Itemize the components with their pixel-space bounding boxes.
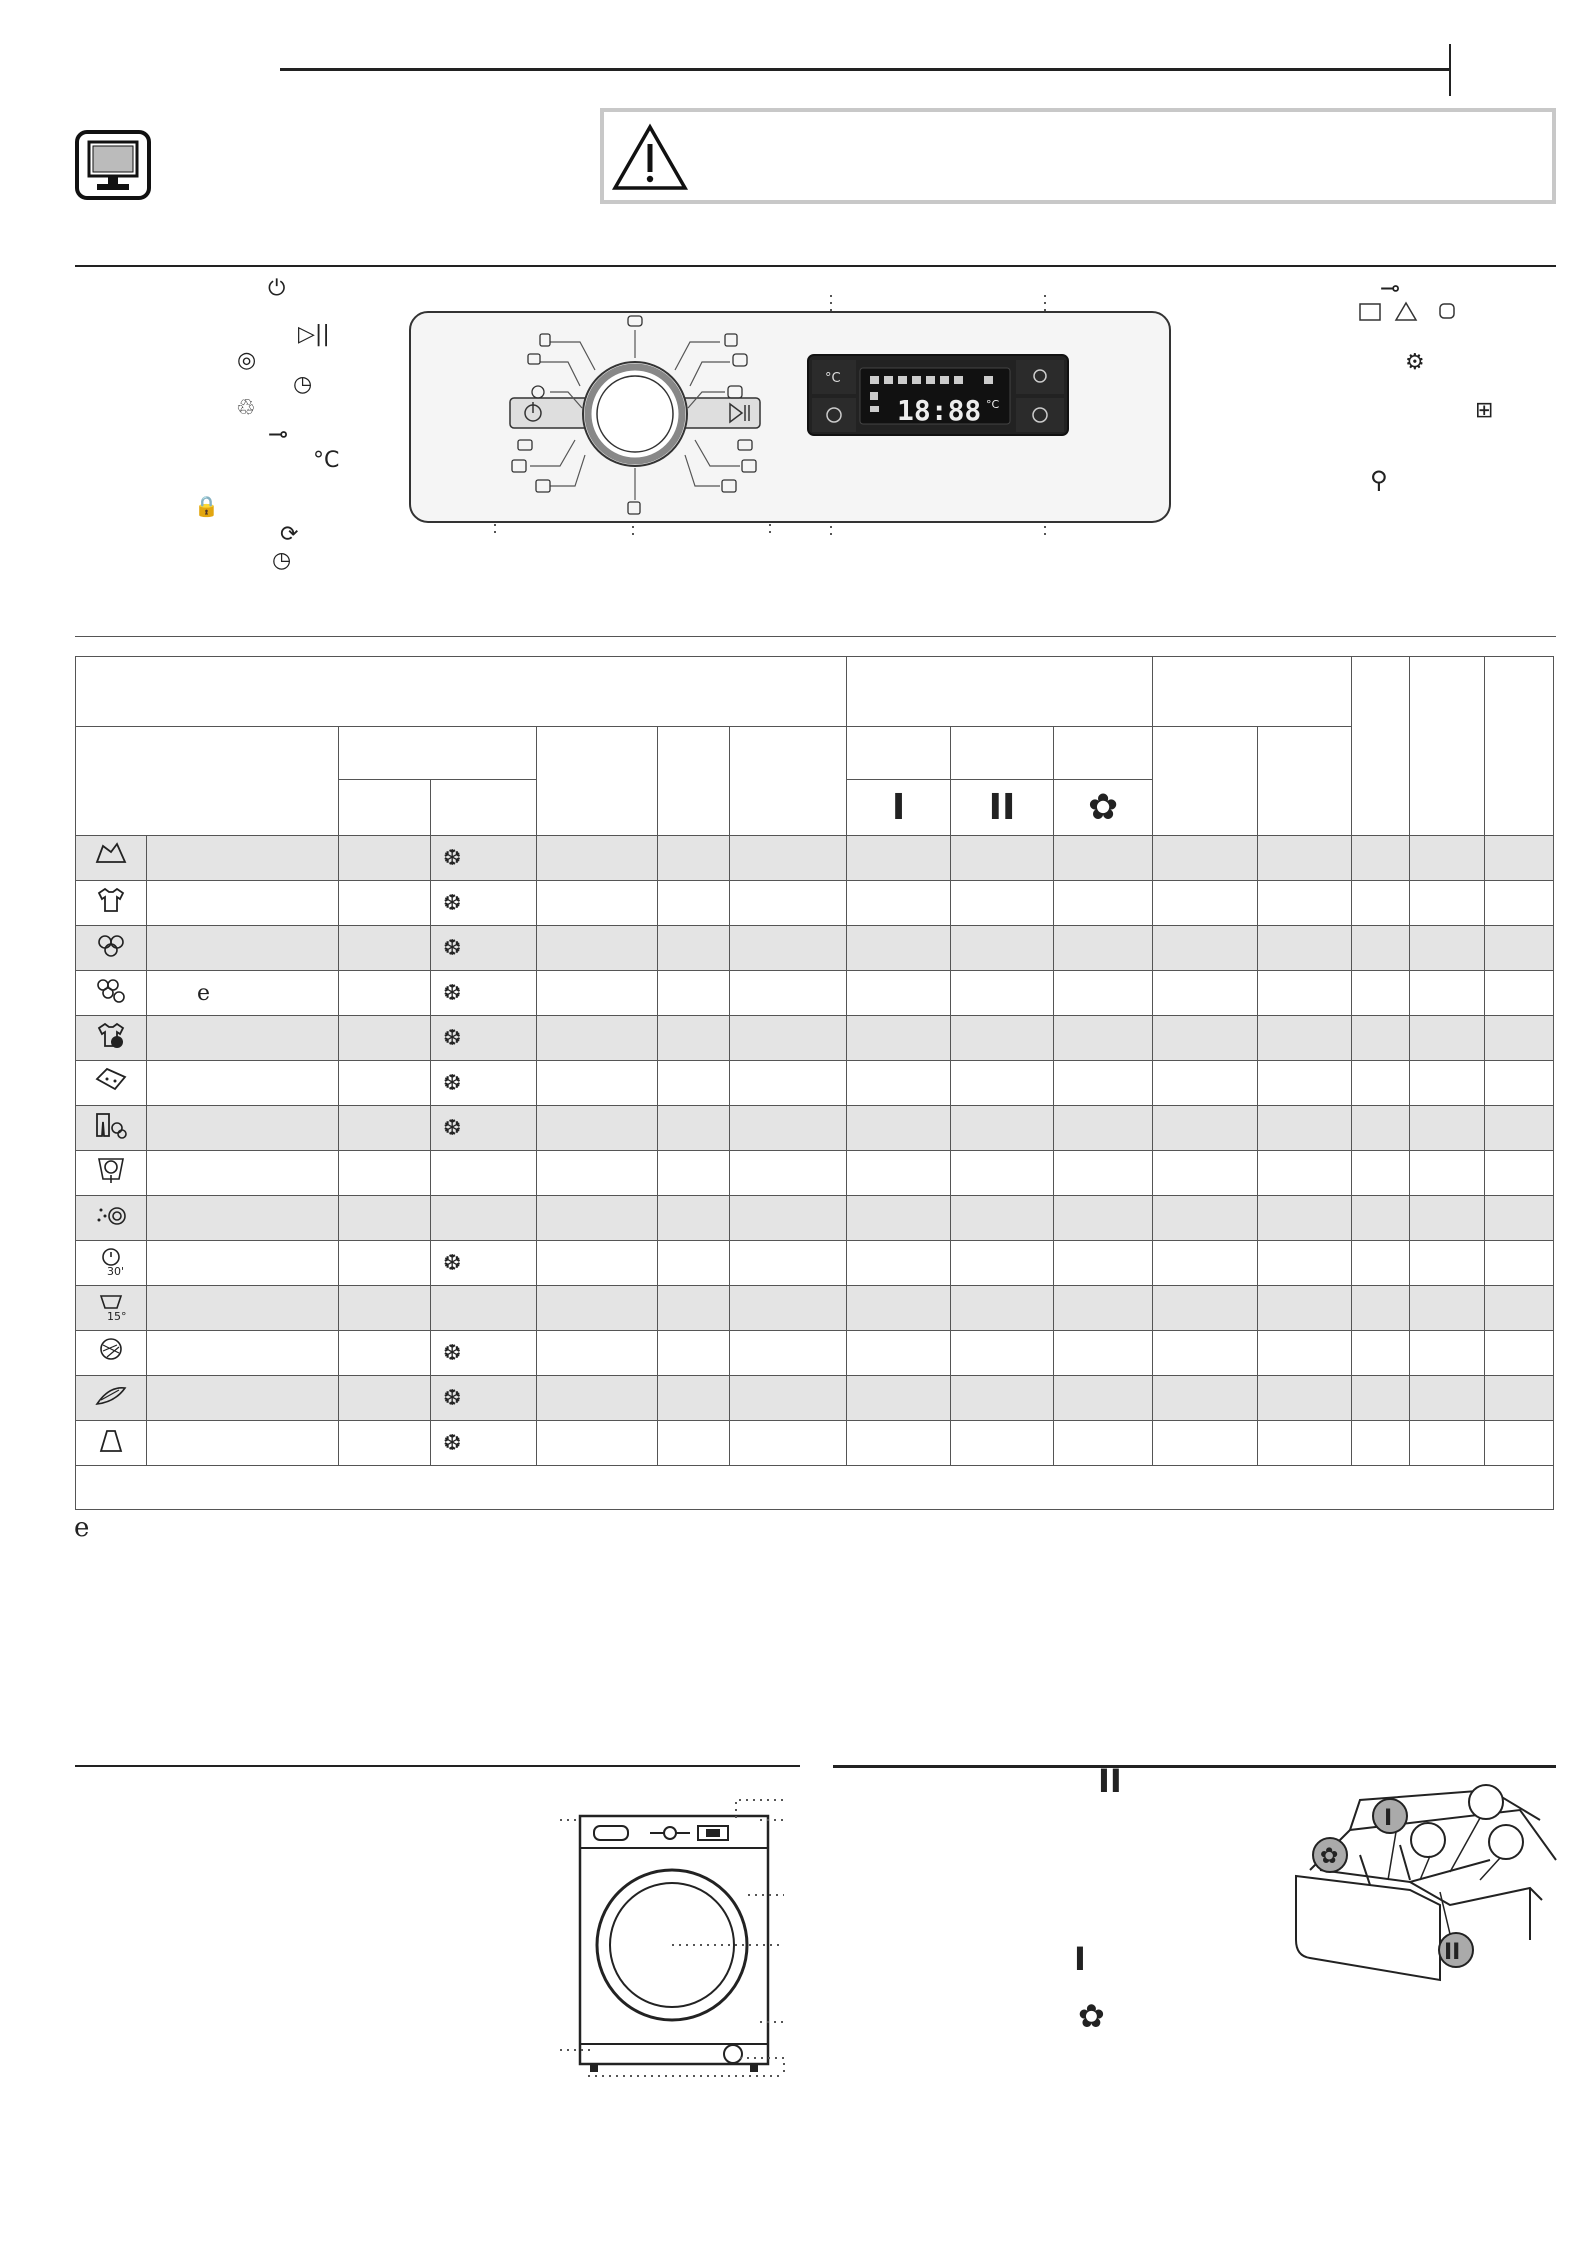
table-cell [1054, 1376, 1153, 1421]
table-cell [951, 1106, 1054, 1151]
program-label [147, 1376, 339, 1421]
table-cell [1153, 1196, 1258, 1241]
table-cell [847, 1376, 951, 1421]
table-cell [658, 1061, 730, 1106]
delay-icon: ◷ [293, 372, 313, 397]
table-cell [537, 1151, 658, 1196]
table-cell [658, 926, 730, 971]
table-cell [1352, 1421, 1410, 1466]
table-cell [339, 926, 431, 971]
cold-wash-symbol: ❆ [431, 1106, 537, 1151]
table-cell [1352, 926, 1410, 971]
key-icon-right: ⊸ [1380, 274, 1401, 302]
table-cell [1153, 836, 1258, 881]
table-cell [951, 1241, 1054, 1286]
table-cell [951, 1421, 1054, 1466]
table-cell [1485, 1421, 1554, 1466]
table-cell [1352, 1376, 1410, 1421]
phase-main-symbol: II [951, 780, 1054, 836]
table-cell [1485, 1241, 1554, 1286]
table-row [76, 971, 1554, 1016]
table-header-col13 [1352, 657, 1410, 836]
cold-wash-symbol: ❆ [431, 1016, 537, 1061]
table-cell [847, 1196, 951, 1241]
table-cell [1258, 1151, 1352, 1196]
table-cell [537, 971, 658, 1016]
table-cell [1352, 1151, 1410, 1196]
wool-icon [76, 1331, 147, 1376]
table-header-spin [537, 727, 658, 836]
grid-icon: ⊞ [1475, 398, 1494, 423]
table-cell [537, 836, 658, 881]
table-cell [1352, 1106, 1410, 1151]
table-cell [1258, 1331, 1352, 1376]
key-icon: ⊸ [268, 420, 289, 448]
program-label: e [147, 971, 339, 1016]
table-row [76, 836, 1554, 881]
table-cell [1485, 1196, 1554, 1241]
table-cell [1153, 1376, 1258, 1421]
table-cell [1410, 1286, 1485, 1331]
prewash-icon [1358, 300, 1458, 324]
table-cell [1410, 1421, 1485, 1466]
header-rule [280, 68, 1450, 71]
table-cell [658, 881, 730, 926]
table-cell [847, 1421, 951, 1466]
antiallergy-icon [76, 1016, 147, 1061]
table-header-temp-range [431, 780, 537, 836]
table-cell [1153, 1331, 1258, 1376]
table-cell [1352, 1241, 1410, 1286]
table-cell [1410, 1331, 1485, 1376]
table-cell [730, 1376, 847, 1421]
table-header-softener-blank [1054, 727, 1153, 780]
table-cell [339, 1376, 431, 1421]
table-cell [1485, 1376, 1554, 1421]
table-cell [1054, 1286, 1153, 1331]
table-cell [1410, 971, 1485, 1016]
power-icon: ⏻ [268, 276, 286, 301]
table-cell [339, 1151, 431, 1196]
table-cell [847, 1331, 951, 1376]
table-cell [1054, 1106, 1153, 1151]
program-label [147, 1421, 339, 1466]
table-cell [339, 1106, 431, 1151]
section-rule-washer [75, 1765, 800, 1767]
program-label [147, 1286, 339, 1331]
table-cell [658, 1241, 730, 1286]
header-rule-tick [1449, 44, 1451, 96]
table-cell [1153, 1151, 1258, 1196]
display-temp-button[interactable]: °C [825, 371, 841, 386]
table-cell [1352, 971, 1410, 1016]
table-cell [1054, 836, 1153, 881]
prewash-marker: I [1074, 1940, 1086, 1978]
table-cell [1054, 1196, 1153, 1241]
eco-cotton-icon [76, 971, 147, 1016]
table-cell [847, 1151, 951, 1196]
temperature-icon: °C [313, 448, 340, 473]
table-cell [339, 971, 431, 1016]
display-digits: 18:88 [897, 394, 982, 427]
monitor-icon [75, 130, 153, 202]
table-cell [1258, 1196, 1352, 1241]
table-cell [658, 1151, 730, 1196]
table-cell [1485, 1106, 1554, 1151]
table-cell [1352, 881, 1410, 926]
table-cell [537, 1196, 658, 1241]
tap-icon: ⚲ [1370, 466, 1388, 494]
main-wash-marker: II [1098, 1762, 1122, 1800]
table-header-duration [730, 727, 847, 836]
drawer-prewash-label: I [1384, 1806, 1393, 1831]
table-cell [1485, 1061, 1554, 1106]
table-cell [339, 1061, 431, 1106]
control-panel [400, 290, 1180, 550]
mixed-icon [76, 836, 147, 881]
table-row [76, 1241, 1554, 1286]
table-cell [1258, 1286, 1352, 1331]
table-row [76, 1376, 1554, 1421]
table-cell [1485, 926, 1554, 971]
program-label [147, 1151, 339, 1196]
table-cell [537, 1331, 658, 1376]
table-cell [951, 1376, 1054, 1421]
table-row [76, 1151, 1554, 1196]
warning-triangle-icon [612, 124, 688, 192]
table-cell [847, 1061, 951, 1106]
table-header-main-blank [951, 727, 1054, 780]
table-cell [1054, 1151, 1153, 1196]
table-cell [1054, 1241, 1153, 1286]
table-cell [730, 926, 847, 971]
cold-wash-symbol: ❆ [431, 1376, 537, 1421]
table-cell [537, 881, 658, 926]
cold-wash-symbol: ❆ [431, 1061, 537, 1106]
cold-wash-symbol: ❆ [431, 926, 537, 971]
rinse-icon [76, 1196, 147, 1241]
drawer-main-label: II [1444, 1940, 1461, 1965]
table-row [76, 1061, 1554, 1106]
table-cell [951, 1286, 1054, 1331]
table-header-col15 [1485, 657, 1554, 836]
table-cell [1352, 1331, 1410, 1376]
table-row [76, 1106, 1554, 1151]
table-row [76, 881, 1554, 926]
table-cell [537, 1376, 658, 1421]
table-cell [537, 1061, 658, 1106]
cold-wash-symbol: ❆ [431, 1241, 537, 1286]
table-cell [1258, 1241, 1352, 1286]
table-cell [1485, 1016, 1554, 1061]
table-cell [847, 971, 951, 1016]
refresh-icon: ⟳ [280, 522, 299, 547]
table-cell [339, 1196, 431, 1241]
table-cell [1410, 881, 1485, 926]
table-cell [1153, 881, 1258, 926]
table-cell [658, 836, 730, 881]
table-cell [951, 836, 1054, 881]
table-cell [537, 1106, 658, 1151]
table-cell [1054, 926, 1153, 971]
table-cell [1258, 1421, 1352, 1466]
table-cell [951, 1016, 1054, 1061]
table-cell [339, 1241, 431, 1286]
detergent-drawer-diagram [1290, 1780, 1560, 1990]
table-cell [1410, 1196, 1485, 1241]
table-header-temperature [339, 727, 537, 780]
table-header-program [76, 657, 847, 727]
svg-text:30': 30' [107, 1265, 125, 1278]
table-cell [658, 1196, 730, 1241]
table-cell [1258, 836, 1352, 881]
table-cell [1410, 1061, 1485, 1106]
table-cell [339, 1331, 431, 1376]
table-header-programme [76, 727, 339, 836]
steam-icon: ♲ [236, 396, 256, 421]
table-cell [1410, 1241, 1485, 1286]
section-rule-panel [75, 265, 1556, 267]
table-cell [339, 836, 431, 881]
table-cell [1410, 1016, 1485, 1061]
washing-machine-diagram [560, 1790, 790, 2100]
table-cell [1410, 1106, 1485, 1151]
warning-box [600, 108, 1556, 204]
table-cell [537, 1241, 658, 1286]
lock-icon: 🔒 [194, 494, 219, 518]
table-cell [730, 1196, 847, 1241]
table-cell [730, 1286, 847, 1331]
table-cell [730, 1151, 847, 1196]
table-cell [1352, 1196, 1410, 1241]
table-cell [951, 1061, 1054, 1106]
table-cell [1258, 1061, 1352, 1106]
drawer-softener-label: ✿ [1320, 1844, 1339, 1869]
table-row [76, 1016, 1554, 1061]
table-cell [951, 1196, 1054, 1241]
table-cell [847, 1286, 951, 1331]
shirt-icon [76, 881, 147, 926]
phase-softener-symbol: ✿ [1054, 780, 1153, 836]
table-cell [847, 881, 951, 926]
table-cell [730, 1241, 847, 1286]
table-cell [1258, 926, 1352, 971]
cold-wash-symbol: ❆ [431, 881, 537, 926]
softener-marker: ✿ [1078, 1997, 1105, 2035]
tools-icon: ⚙ [1405, 350, 1425, 375]
table-cell [1485, 1151, 1554, 1196]
table-cell [1054, 1421, 1153, 1466]
mix15-icon [76, 1286, 147, 1331]
table-cell [658, 1286, 730, 1331]
jeans-icon [76, 1106, 147, 1151]
cold-wash-symbol [431, 1196, 537, 1241]
table-header-residual-moisture [1153, 727, 1258, 836]
table-cell [1054, 881, 1153, 926]
program-label [147, 1241, 339, 1286]
table-cell [658, 1106, 730, 1151]
table-cell [1153, 926, 1258, 971]
spin-icon: ◎ [237, 348, 257, 373]
table-cell [847, 836, 951, 881]
spin-drain-icon [76, 1151, 147, 1196]
silk-icon [76, 1421, 147, 1466]
table-header-detergent [847, 657, 1153, 727]
table-cell [1153, 1016, 1258, 1061]
program-label [147, 1331, 339, 1376]
table-cell [730, 1061, 847, 1106]
clock-icon: ◷ [272, 548, 292, 573]
table-cell [1410, 1376, 1485, 1421]
table-cell [658, 1421, 730, 1466]
table-cell [1352, 1016, 1410, 1061]
table-cell [1258, 881, 1352, 926]
program-label [147, 1196, 339, 1241]
table-cell [730, 881, 847, 926]
table-cell [847, 1241, 951, 1286]
svg-text:15°: 15° [107, 1310, 127, 1323]
table-cell [730, 1421, 847, 1466]
display-unit: °C [986, 398, 1000, 411]
section-rule-table [75, 636, 1556, 637]
table-cell [1153, 971, 1258, 1016]
table-cell [951, 1151, 1054, 1196]
table-cell [951, 926, 1054, 971]
table-header-temp-default [339, 780, 431, 836]
rapid30-icon [76, 1241, 147, 1286]
table-cell [339, 1421, 431, 1466]
table-cell [1153, 1106, 1258, 1151]
section-rule-dispenser [833, 1765, 1556, 1768]
program-label [147, 1106, 339, 1151]
table-cell [658, 1016, 730, 1061]
program-label [147, 1016, 339, 1061]
table-cell [1352, 836, 1410, 881]
table-cell [1258, 1376, 1352, 1421]
table-cell [951, 881, 1054, 926]
table-cell [1352, 1286, 1410, 1331]
table-cell [730, 1106, 847, 1151]
table-cell [730, 971, 847, 1016]
table-cell [537, 1016, 658, 1061]
table-cell [951, 971, 1054, 1016]
cold-wash-symbol [431, 1151, 537, 1196]
cold-wash-symbol [431, 1286, 537, 1331]
program-label [147, 881, 339, 926]
table-cell [1153, 1241, 1258, 1286]
table-cell [339, 881, 431, 926]
table-cell [1485, 836, 1554, 881]
table-cell [1153, 1286, 1258, 1331]
cold-wash-symbol: ❆ [431, 1421, 537, 1466]
table-cell [658, 971, 730, 1016]
table-cell [1410, 1151, 1485, 1196]
table-cell [1410, 926, 1485, 971]
table-cell [1153, 1061, 1258, 1106]
cold-wash-symbol: ❆ [431, 1331, 537, 1376]
bedding-icon [76, 1061, 147, 1106]
table-cell [1258, 1106, 1352, 1151]
program-label [147, 836, 339, 881]
start-pause-icon: ▷|| [298, 322, 330, 347]
table-cell [1258, 1016, 1352, 1061]
table-cell [730, 1016, 847, 1061]
footnote-eco-symbol: e [74, 1513, 90, 1543]
program-label [147, 926, 339, 971]
table-cell [847, 926, 951, 971]
table-cell [1153, 1421, 1258, 1466]
table-cell [730, 836, 847, 881]
table-cell [339, 1286, 431, 1331]
table-cell [730, 1331, 847, 1376]
table-row [76, 926, 1554, 971]
table-cell [339, 1016, 431, 1061]
table-cell [1054, 1331, 1153, 1376]
cold-wash-symbol: ❆ [431, 836, 537, 881]
table-cell [537, 926, 658, 971]
table-cell [1054, 971, 1153, 1016]
table-header-residual [1153, 657, 1352, 727]
cotton-icon [76, 926, 147, 971]
program-label [147, 1061, 339, 1106]
table-cell [1485, 971, 1554, 1016]
table-cell [951, 1331, 1054, 1376]
table-cell [1485, 881, 1554, 926]
table-header-load [658, 727, 730, 836]
table-cell [1054, 1016, 1153, 1061]
table-row [76, 1421, 1554, 1466]
table-cell [1054, 1061, 1153, 1106]
table-cell [847, 1016, 951, 1061]
table-cell [1410, 836, 1485, 881]
table-cell [1352, 1061, 1410, 1106]
table-cell [847, 1106, 951, 1151]
delicates-icon [76, 1376, 147, 1421]
table-row [76, 1331, 1554, 1376]
table-cell [1258, 971, 1352, 1016]
table-footer-row [76, 1466, 1554, 1510]
table-row [76, 1286, 1554, 1331]
table-cell [658, 1331, 730, 1376]
table-cell [1485, 1286, 1554, 1331]
cold-wash-symbol: ❆ [431, 971, 537, 1016]
table-cell [537, 1421, 658, 1466]
table-cell [1485, 1331, 1554, 1376]
table-cell [658, 1376, 730, 1421]
table-header-prewash-blank [847, 727, 951, 780]
table-row [76, 1196, 1554, 1241]
phase-prewash-symbol: I [847, 780, 951, 836]
table-header-col14 [1410, 657, 1485, 836]
program-table [75, 656, 1554, 1510]
table-header-energy [1258, 727, 1352, 836]
table-cell [537, 1286, 658, 1331]
